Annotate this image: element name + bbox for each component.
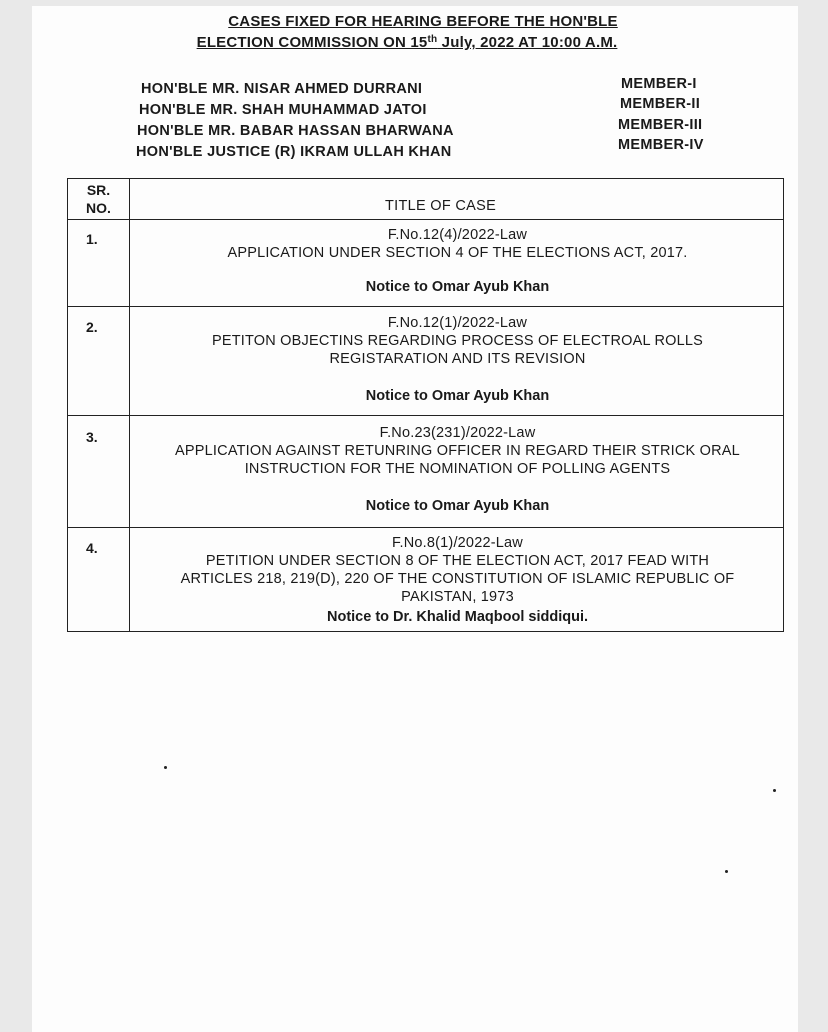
column-header-no: NO. [86, 200, 111, 216]
row-serial-number: 4. [86, 540, 98, 556]
member-role: MEMBER-III [618, 117, 703, 133]
heading-date-suffix: th [427, 34, 438, 45]
case-title-line: PETITION UNDER SECTION 8 OF THE ELECTION ACT, 2017 FEAD WITH [205, 553, 710, 569]
case-file-number: F.No.23(231)/2022-Law [379, 425, 536, 441]
case-notice: Notice to Omar Ayub Khan [365, 279, 550, 295]
member-name: HON'BLE JUSTICE (R) IKRAM ULLAH KHAN [136, 144, 452, 160]
case-title-line: APPLICATION UNDER SECTION 4 OF THE ELECTIONS ACT, 2017. [227, 245, 688, 261]
case-file-number: F.No.12(1)/2022-Law [387, 315, 528, 331]
case-title-line: ARTICLES 218, 219(D), 220 OF THE CONSTITUTION OF ISLAMIC REPUBLIC OF [180, 571, 735, 587]
case-details [130, 226, 785, 262]
heading-date-prefix: ELECTION COMMISSION ON 15 [196, 34, 428, 51]
case-title-line: REGISTARATION AND ITS REVISION [329, 351, 586, 367]
row-serial-number: 3. [86, 429, 98, 445]
case-notice: Notice to Dr. Khalid Maqbool siddiqui. [327, 609, 588, 625]
document-page [32, 6, 798, 1032]
column-header-sr: SR. [86, 182, 111, 198]
case-title-line: APPLICATION AGAINST RETUNRING OFFICER IN REGARD THEIR STRICK ORAL [175, 443, 740, 459]
member-name: HON'BLE MR. SHAH MUHAMMAD JATOI [139, 102, 427, 118]
member-name: HON'BLE MR. NISAR AHMED DURRANI [141, 81, 423, 97]
row-serial-number: 1. [86, 231, 98, 247]
heading-date-rest: July, 2022 AT 10:00 A.M. [437, 34, 618, 51]
cases-table [67, 178, 784, 632]
case-file-number: F.No.8(1)/2022-Law [392, 535, 523, 551]
case-file-number: F.No.12(4)/2022-Law [387, 227, 528, 243]
case-notice: Notice to Omar Ayub Khan [365, 498, 550, 514]
scan-speck [773, 789, 776, 792]
case-title-line: PAKISTAN, 1973 [401, 589, 514, 605]
case-title-line: INSTRUCTION FOR THE NOMINATION OF POLLING AGENTS [244, 461, 671, 477]
member-role: MEMBER-II [620, 96, 701, 112]
case-title-line: PETITON OBJECTINS REGARDING PROCESS OF ELECTROAL ROLLS [211, 333, 703, 349]
member-name: HON'BLE MR. BABAR HASSAN BHARWANA [137, 123, 454, 139]
case-notice: Notice to Omar Ayub Khan [365, 388, 550, 404]
scan-speck [164, 766, 167, 769]
document-heading-line2 [24, 34, 790, 51]
member-role: MEMBER-IV [618, 137, 704, 153]
row-divider [68, 306, 783, 307]
row-divider [68, 415, 783, 416]
scan-speck [725, 870, 728, 873]
case-details [130, 534, 785, 606]
document-heading-line1: CASES FIXED FOR HEARING BEFORE THE HON'BLE [228, 13, 618, 30]
header-row-divider [68, 219, 783, 220]
row-divider [68, 527, 783, 528]
member-role: MEMBER-I [621, 76, 697, 92]
case-details [130, 424, 785, 478]
row-serial-number: 2. [86, 319, 98, 335]
case-details [130, 314, 785, 368]
column-header-title: TITLE OF CASE [385, 198, 497, 214]
column-header-sr-no [68, 181, 129, 217]
